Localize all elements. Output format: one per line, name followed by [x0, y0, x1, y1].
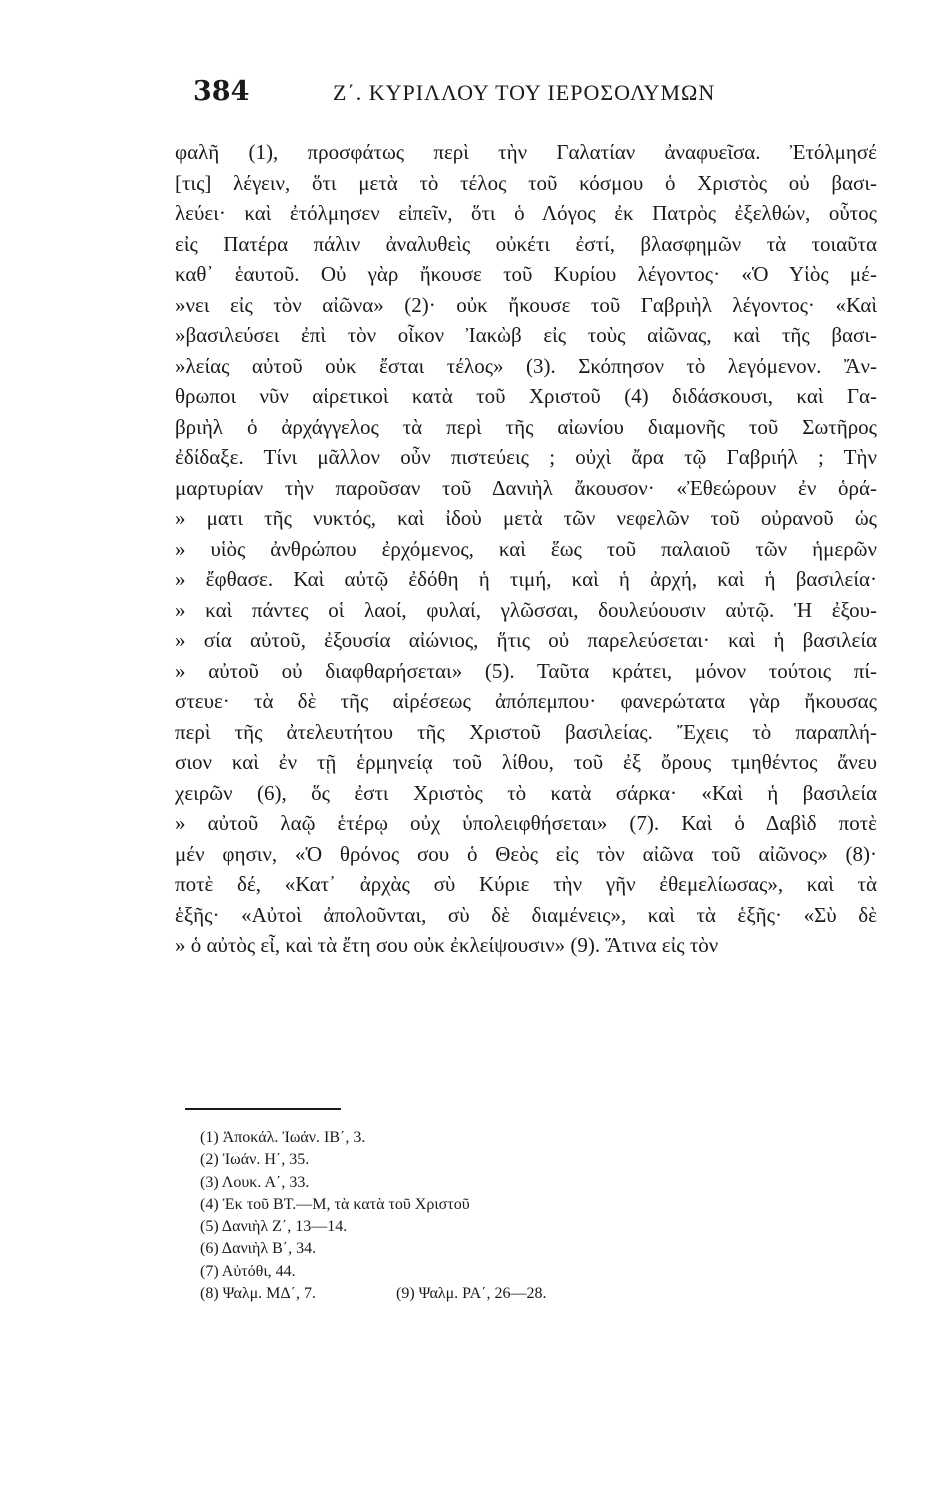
page-number: 384	[193, 76, 250, 107]
text-line: » ματι τῆς νυκτός, καὶ ἰδοὺ μετὰ τῶν νεφελῶν τοῦ οὐρανοῦ ὡς	[175, 506, 877, 530]
text-line: » καὶ πάντες οἱ λαοί, φυλαί, γλῶσσαι, δουλεύουσιν αὐτῷ. Ἡ ἐξου-	[175, 597, 877, 622]
footnote-row	[200, 1283, 680, 1305]
text-line: » αὐτοῦ λαῷ ἑτέρῳ οὐχ ὑπολειφθήσεται» (7). Καὶ ὁ Δαβὶδ ποτὲ	[175, 811, 877, 835]
text-line: σιον καὶ ἐν τῇ ἑρμηνείᾳ τοῦ λίθου, τοῦ ἐξ ὄρους τμηθέντος ἄνευ	[175, 750, 877, 774]
text-line: [τις] λέγειν, ὅτι μετὰ τὸ τέλος τοῦ κόσμου ὁ Χριστὸς οὐ βασι-	[175, 170, 877, 195]
text-line: στευε· τὰ δὲ τῆς αἱρέσεως ἀπόπεμπου· φανερώτατα γὰρ ἤκουσας	[175, 689, 877, 713]
text-line: »νει εἰς τὸν αἰῶνα» (2)· οὐκ ἤκουσε τοῦ Γαβριὴλ λέγοντος· «Καὶ	[175, 292, 877, 317]
text-line: » αὐτοῦ οὐ διαφθαρήσεται» (5). Ταῦτα κράτει, μόνον τούτοις πί-	[175, 658, 877, 683]
footnote: (1) Ἀποκάλ. Ἰωάν. ΙΒ΄, 3.	[200, 1129, 366, 1146]
footnote: (5) Δανιὴλ Ζ΄, 13—14.	[200, 1218, 348, 1236]
body-text	[175, 137, 877, 961]
text-line: βριὴλ ὁ ἀρχάγγελος τὰ περὶ τῆς αἰωνίου διαμονῆς τοῦ Σωτῆρος	[175, 414, 877, 439]
text-line: καθ᾽ ἑαυτοῦ. Οὐ γὰρ ἤκουσε τοῦ Κυρίου λέγοντος· «Ὁ Υἱὸς μέ-	[175, 262, 877, 286]
text-line: » σία αὐτοῦ, ἐξουσία αἰώνιος, ἥτις οὐ παρελεύσεται· καὶ ἡ βασιλεία	[175, 628, 877, 652]
text-line: ποτὲ δέ, «Κατ᾽ ἀρχὰς σὺ Κύριε τὴν γῆν ἐθεμελίωσας», καὶ τὰ	[175, 872, 877, 896]
footnote-divider	[185, 1108, 341, 1110]
footnote: (7) Αὐτόθι, 44.	[200, 1262, 296, 1280]
footnote: (8) Ψαλμ. ΜΔ΄, 7.	[200, 1285, 316, 1303]
running-head: Ζ΄. ΚΥΡΙΛΛΟΥ ΤΟΥ ΙΕΡΟΣΟΛΥΜΩΝ	[333, 80, 716, 105]
footnote: (3) Λουκ. Α΄, 33.	[200, 1173, 310, 1191]
footnote: (4) Ἐκ τοῦ ΒΤ.—Μ, τὰ κατὰ τοῦ Χριστοῦ	[200, 1195, 470, 1213]
text-line: θρωποι νῦν αἱρετικοὶ κατὰ τοῦ Χριστοῦ (4) διδάσκουσι, καὶ Γα-	[175, 384, 877, 408]
text-line: περὶ τῆς ἀτελευτήτου τῆς Χριστοῦ βασιλείας. Ἔχεις τὸ παραπλή-	[175, 719, 877, 744]
footnote: (9) Ψαλμ. ΡΑ΄, 26—28.	[396, 1285, 547, 1303]
text-line: μέν φησιν, «Ὁ θρόνος σου ὁ Θεὸς εἰς τὸν αἰῶνα τοῦ αἰῶνος» (8)·	[175, 841, 877, 866]
footnotes	[200, 1127, 680, 1305]
text-line: μαρτυρίαν τὴν παροῦσαν τοῦ Δανιὴλ ἄκουσον· «Ἐθεώρουν ἐν ὁρά-	[175, 475, 877, 500]
text-line: χειρῶν (6), ὅς ἐστι Χριστὸς τὸ κατὰ σάρκα· «Καὶ ἡ βασιλεία	[175, 780, 877, 805]
text-line: »βασιλεύσει ἐπὶ τὸν οἶκον Ἰακὼβ εἰς τοὺς αἰῶνας, καὶ τῆς βασι-	[175, 323, 877, 347]
text-line: ἐδίδαξε. Τίνι μᾶλλον οὖν πιστεύεις ; οὐχὶ ἄρα τῷ Γαβριήλ ; Τὴν	[175, 445, 877, 469]
page-header	[193, 76, 883, 116]
text-line: φαλῆ (1), προσφάτως περὶ τὴν Γαλατίαν ἀναφυεῖσα. Ἐτόλμησέ	[175, 140, 877, 164]
text-line: » ἔφθασε. Καὶ αὐτῷ ἐδόθη ἡ τιμή, καὶ ἡ ἀρχή, καὶ ἡ βασιλεία·	[175, 567, 877, 591]
text-line: »λείας αὐτοῦ οὐκ ἔσται τέλος» (3). Σκόπησον τὸ λεγόμενον. Ἄν-	[175, 353, 877, 378]
text-line: » υἱὸς ἀνθρώπου ἐρχόμενος, καὶ ἕως τοῦ παλαιοῦ τῶν ἡμερῶν	[175, 536, 877, 561]
text-line: » ὁ αὐτὸς εἶ, καὶ τὰ ἔτη σου οὐκ ἐκλείψουσιν» (9). Ἅτινα εἰς τὸν	[175, 933, 719, 957]
footnote: (2) Ἰωάν. Η΄, 35.	[200, 1151, 310, 1169]
text-line: λεύει· καὶ ἐτόλμησεν εἰπεῖν, ὅτι ὁ Λόγος ἐκ Πατρὸς ἐξελθών, οὗτος	[175, 201, 877, 225]
text-line: ἑξῆς· «Αὐτοὶ ἀπολοῦνται, σὺ δὲ διαμένεις», καὶ τὰ ἑξῆς· «Σὺ δὲ	[175, 902, 877, 927]
text-line: εἰς Πατέρα πάλιν ἀναλυθεὶς οὐκέτι ἐστί, βλασφημῶν τὰ τοιαῦτα	[175, 231, 877, 256]
footnote: (6) Δανιὴλ Β΄, 34.	[200, 1240, 317, 1258]
